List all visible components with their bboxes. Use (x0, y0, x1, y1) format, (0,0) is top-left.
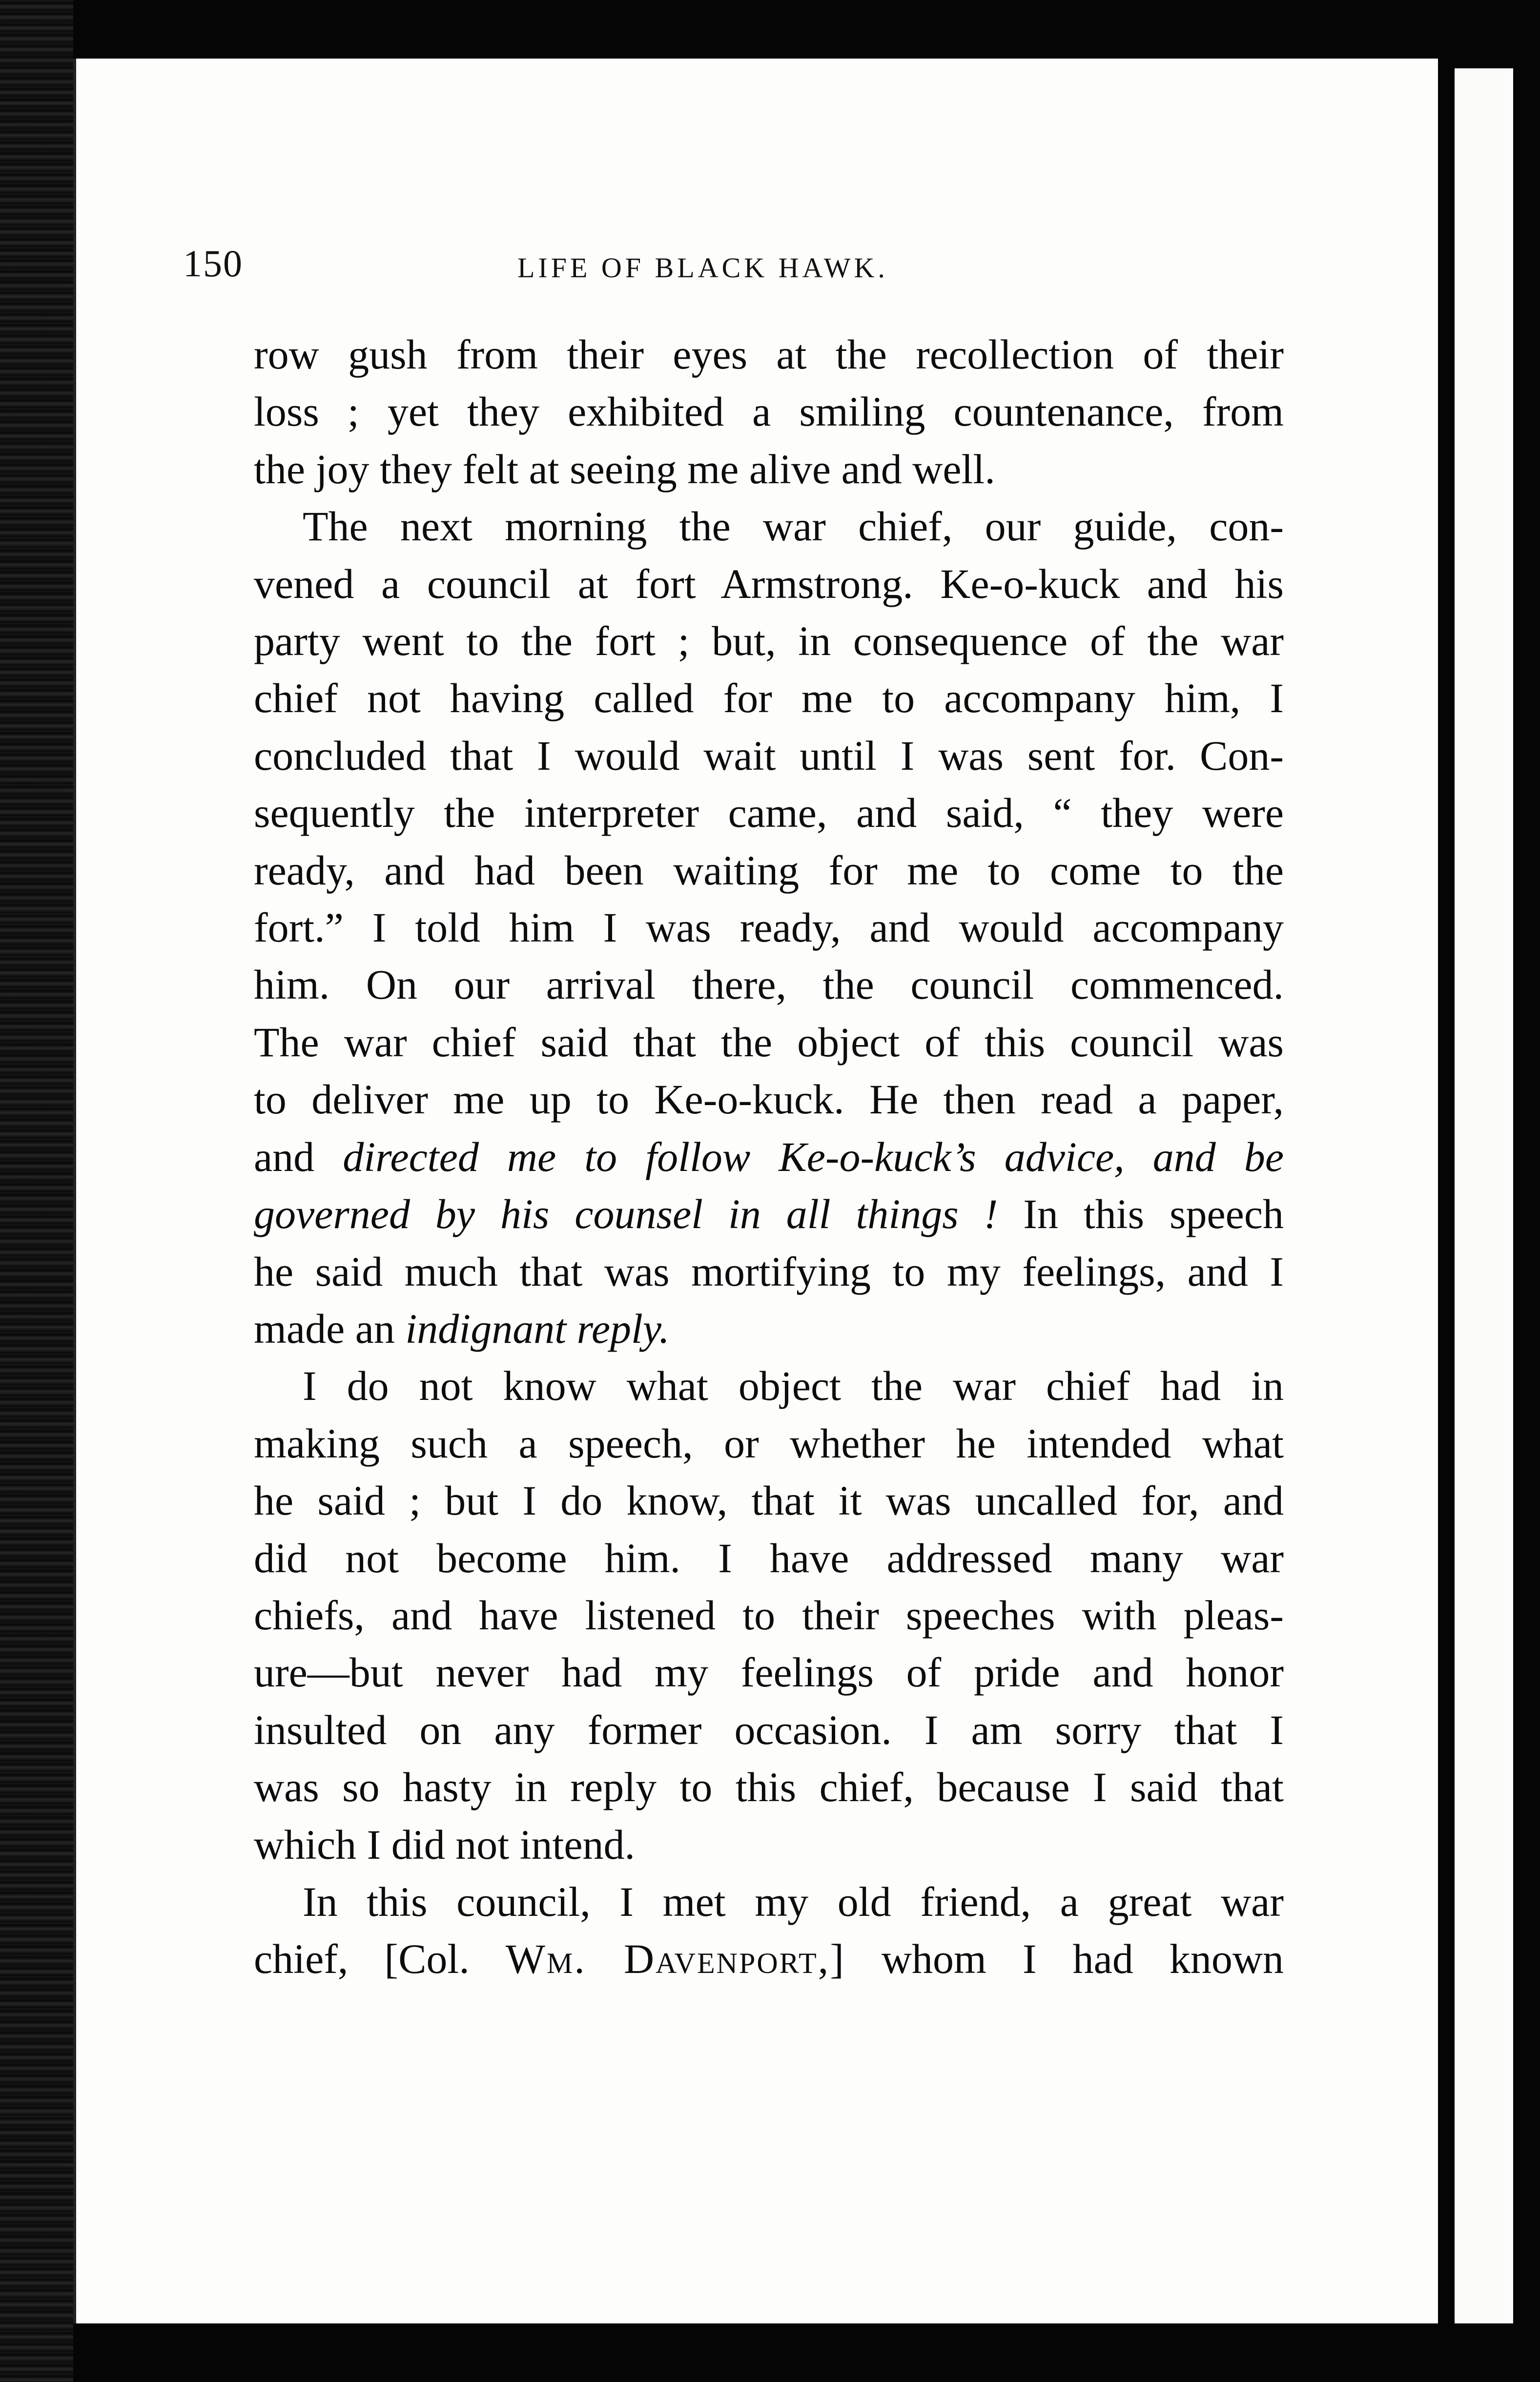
line-text: whom I had known (845, 1935, 1284, 1983)
text-line: chiefs, and have listened to their speeches with pleas- (254, 1591, 1284, 1639)
text-line: row gush from their eyes at the recollection of their (254, 331, 1284, 378)
text-line: ready, and had been waiting for me to come to the (254, 846, 1284, 894)
page-number: 150 (183, 242, 243, 285)
text-line: loss ; yet they exhibited a smiling countenance, from (254, 388, 1284, 435)
text-line: insulted on any former occasion. I am sorry that I (254, 1706, 1284, 1753)
italic-text: indignant reply. (405, 1305, 670, 1352)
text-line: party went to the fort ; but, in consequence of the war (254, 617, 1284, 665)
text-line: I do not know what object the war chief had in (303, 1362, 1284, 1410)
line-text: In this speech (998, 1191, 1284, 1238)
text-line: sequently the interpreter came, and said, “ they were (254, 789, 1284, 837)
text-line: he said much that was mortifying to my feelings, and I (254, 1248, 1284, 1295)
text-line: In this council, I met my old friend, a great war (303, 1878, 1284, 1925)
text-line: did not become him. I have addressed many war (254, 1534, 1284, 1581)
line-text: and (254, 1133, 343, 1180)
text-line (254, 1129, 1284, 1186)
text-line: fort.” I told him I was ready, and would accompany (254, 904, 1284, 951)
small-caps-name: Wm. Davenport,] (505, 1935, 845, 1983)
italic-text: governed by his counsel in all things ! (254, 1191, 998, 1238)
text-line: The war chief said that the object of this council was (254, 1018, 1284, 1066)
adjacent-page-edge (1455, 68, 1513, 2323)
text-line: vened a council at fort Armstrong. Ke-o-kuck and his (254, 560, 1284, 607)
text-line: was so hasty in reply to this chief, because I said that (254, 1764, 1284, 1811)
book-spine-edge (0, 0, 73, 2382)
text-line (254, 1186, 1284, 1243)
text-line: to deliver me up to Ke-o-kuck. He then read a paper, (254, 1076, 1284, 1123)
text-line: the joy they felt at seeing me alive and well. (254, 445, 995, 493)
text-line: making such a speech, or whether he intended what (254, 1419, 1284, 1467)
text-line (254, 1930, 1284, 1988)
text-line: which I did not intend. (254, 1821, 636, 1868)
italic-text: directed me to follow Ke-o-kuck’s advice, and be (343, 1133, 1284, 1180)
text-line: The next morning the war chief, our guide, con- (303, 503, 1284, 550)
book-title: LIFE OF BLACK HAWK. (517, 252, 888, 284)
running-head (183, 242, 1306, 300)
text-line: ure—but never had my feelings of pride and honor (254, 1649, 1284, 1696)
text-line: concluded that I would wait until I was sent for. Con- (254, 732, 1284, 779)
text-line: him. On our arrival there, the council commenced. (254, 961, 1284, 1008)
line-text: chief, [Col. (254, 1935, 506, 1983)
text-line (254, 1300, 1284, 1357)
body-text (254, 326, 1284, 1988)
text-line: he said ; but I do know, that it was uncalled for, and (254, 1477, 1284, 1524)
text-line: chief not having called for me to accompany him, I (254, 675, 1284, 722)
line-text: made an (254, 1305, 406, 1352)
